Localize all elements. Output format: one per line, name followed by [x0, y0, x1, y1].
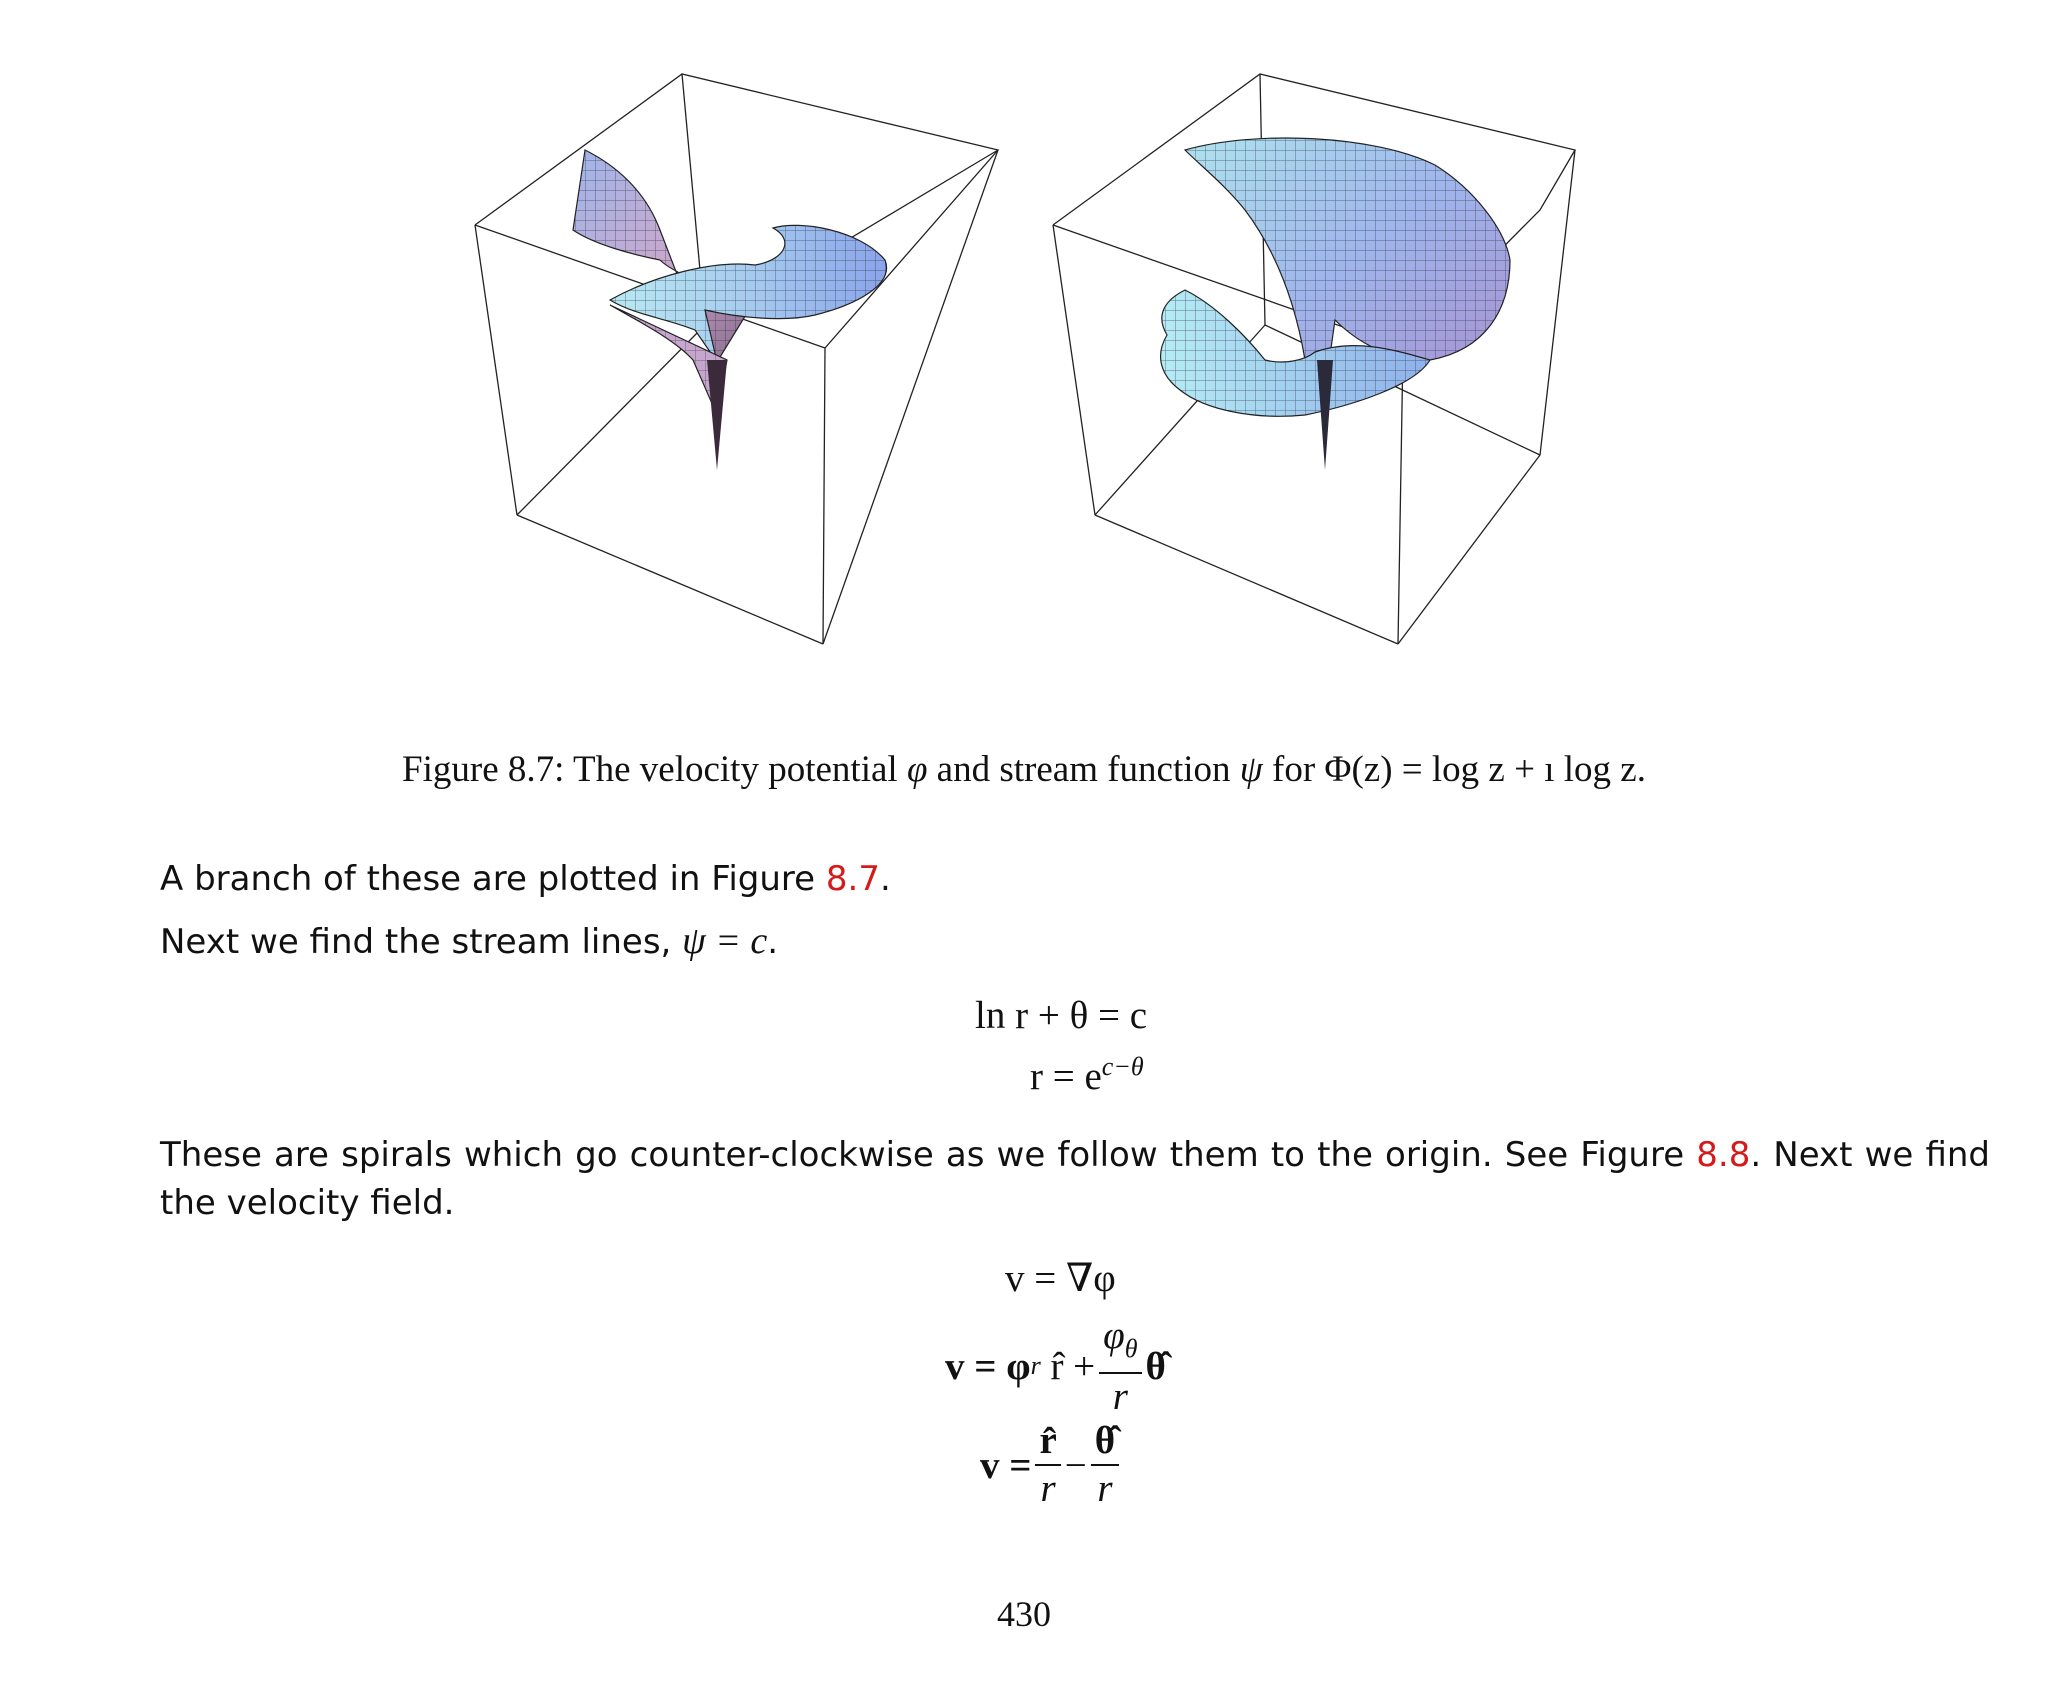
eq2-fraction — [1099, 1315, 1141, 1418]
eq2-line2-rhat: r̂ + — [1050, 1344, 1096, 1388]
eq1-line2-lhs: r = e — [1030, 1055, 1102, 1098]
caption-prefix: Figure 8.7: The velocity potential — [402, 749, 898, 790]
equation-v-components — [945, 1315, 1166, 1418]
equation-v-grad — [1005, 1256, 1116, 1301]
equation-r — [1030, 1052, 1144, 1099]
eq2-theta-hat: θ̂ — [1145, 1344, 1166, 1388]
left-surface — [573, 150, 887, 470]
eq2-line1: v = ∇φ — [1005, 1257, 1116, 1300]
caption-mid: and stream function — [936, 749, 1231, 790]
figure-caption — [0, 748, 2048, 791]
eq1-line2-exp: c−θ — [1101, 1052, 1144, 1081]
eq2-line2-lhs: v = φ — [945, 1344, 1031, 1388]
para3-end: . Next we find the velocity field. — [160, 1135, 1991, 1223]
eq2-frac-theta-num: θ̂ — [1094, 1419, 1116, 1462]
para1-end: . — [879, 859, 891, 899]
eq2-frac-theta — [1091, 1420, 1119, 1510]
eq2-frac-r — [1035, 1420, 1060, 1510]
paragraph-stream-lines — [160, 917, 1990, 966]
eq2-frac-theta-den: r — [1097, 1467, 1113, 1510]
eq2-line3-lhs: v = — [980, 1443, 1032, 1487]
caption-psi: ψ — [1239, 749, 1263, 790]
eq2-den: r — [1112, 1374, 1128, 1418]
para2-end: . — [767, 922, 779, 962]
eq2-num: φ — [1103, 1314, 1125, 1357]
para1-text: A branch of these are plotted in Figure — [160, 859, 816, 899]
eq2-frac-r-num: r̂ — [1039, 1419, 1057, 1462]
paragraph-branch — [160, 855, 1990, 903]
caption-formula: Φ(z) = log z + ı log z. — [1324, 749, 1646, 790]
eq2-num-sub: θ — [1124, 1333, 1138, 1363]
para2-math: ψ = c — [682, 920, 768, 962]
figure-8-7 — [455, 60, 1595, 670]
equation-ln — [975, 993, 1147, 1038]
paragraph-spirals — [160, 1131, 1990, 1227]
equation-v-final — [980, 1420, 1123, 1510]
eq1-line1: ln r + θ = c — [975, 994, 1148, 1037]
surface-plots — [455, 60, 1595, 670]
para2-text: Next we find the stream lines, — [160, 922, 672, 962]
eq2-minus: − — [1064, 1443, 1087, 1487]
left-plot-box — [475, 74, 998, 644]
figure-ref-8-7[interactable]: 8.7 — [825, 859, 880, 899]
caption-phi: φ — [906, 749, 928, 790]
caption-for: for — [1272, 749, 1316, 790]
eq2-line2-sub: r — [1030, 1351, 1041, 1381]
para3-text: These are spirals which go counter-clockwise as we follow them to the origin. See Figure — [160, 1135, 1685, 1175]
page-number: 430 — [997, 1594, 1051, 1634]
eq2-frac-r-den: r — [1040, 1467, 1056, 1510]
right-surface — [1161, 138, 1510, 470]
figure-ref-8-8[interactable]: 8.8 — [1696, 1135, 1751, 1175]
